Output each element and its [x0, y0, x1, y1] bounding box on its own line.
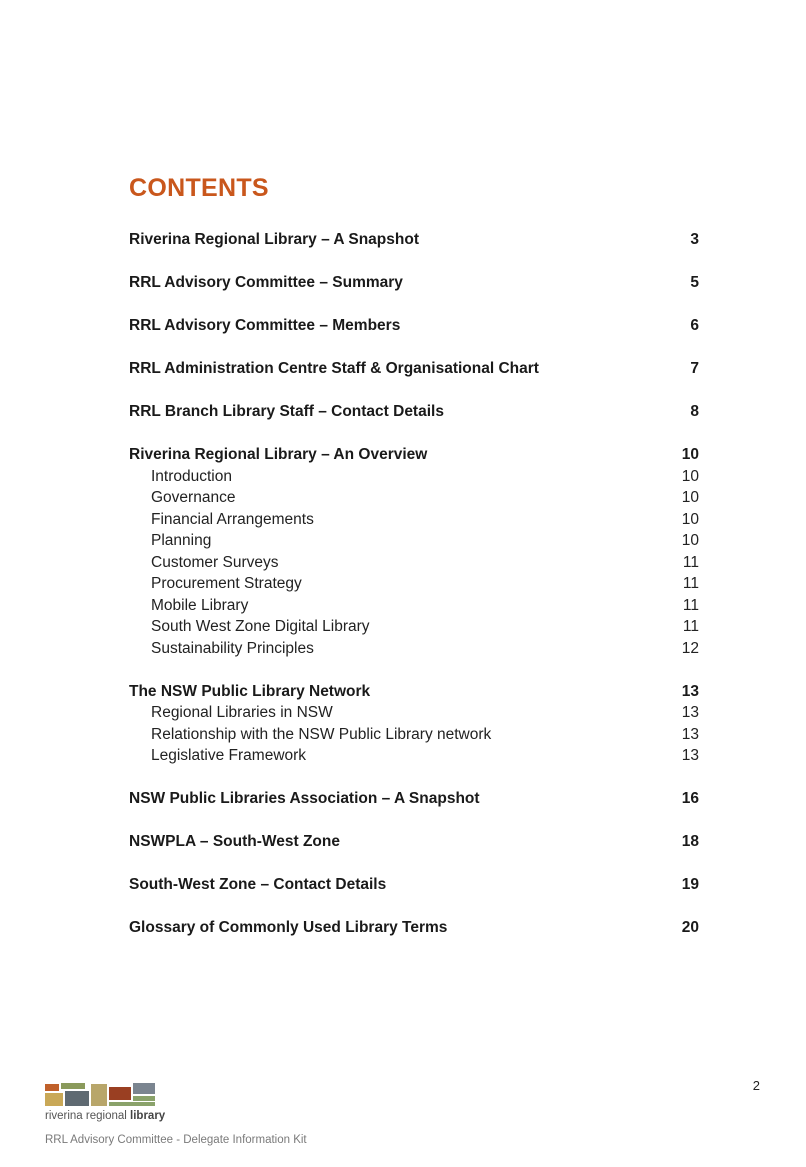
toc-entry[interactable]	[129, 444, 699, 466]
toc-subentry[interactable]	[129, 573, 699, 595]
logo-icon	[45, 1082, 157, 1113]
toc-subentry-title: Financial Arrangements	[151, 510, 314, 528]
toc-entry-title: RRL Advisory Committee – Members	[129, 317, 401, 334]
toc-entry-page: 7	[690, 360, 699, 377]
toc-entry-page: 3	[690, 231, 699, 248]
toc-entry-title: NSW Public Libraries Association – A Snapshot	[129, 790, 480, 807]
toc-section	[129, 681, 699, 767]
toc-entry[interactable]	[129, 358, 699, 380]
toc-subentry-page: 12	[681, 639, 699, 657]
toc-entry-title: Riverina Regional Library – An Overview	[129, 446, 428, 463]
toc-section	[129, 917, 699, 939]
table-of-contents	[129, 229, 699, 960]
logo-text-regular: riverina regional	[45, 1110, 127, 1122]
toc-subentry-title: Procurement Strategy	[151, 575, 302, 592]
toc-entry-page: 13	[681, 682, 699, 700]
toc-subentry-title: South West Zone Digital Library	[151, 618, 370, 635]
toc-entry-page: 10	[681, 446, 699, 463]
toc-entry-title: NSWPLA – South-West Zone	[129, 833, 340, 850]
toc-entry-page: 18	[681, 833, 699, 850]
toc-subentry-page: 11	[682, 575, 699, 592]
toc-entry[interactable]	[129, 917, 699, 939]
toc-subentry-page: 11	[682, 618, 699, 635]
toc-entry[interactable]	[129, 229, 699, 251]
toc-entry[interactable]	[129, 401, 699, 423]
toc-subentry-page: 10	[681, 467, 699, 485]
toc-section	[129, 229, 699, 251]
toc-subentry-page: 10	[681, 510, 699, 528]
toc-entry-page: 8	[690, 403, 699, 420]
toc-subentry-title: Mobile Library	[151, 596, 249, 614]
toc-subentry[interactable]	[129, 552, 699, 574]
toc-subentry[interactable]	[129, 616, 699, 638]
toc-section	[129, 831, 699, 853]
toc-subentry-title: Regional Libraries in NSW	[151, 704, 333, 721]
toc-entry[interactable]	[129, 315, 699, 337]
toc-entry-page: 19	[681, 876, 699, 893]
toc-subentry-title: Legislative Framework	[151, 747, 307, 764]
toc-subentry-title: Relationship with the NSW Public Library network	[151, 725, 492, 743]
toc-subentry[interactable]	[129, 487, 699, 509]
toc-entry[interactable]	[129, 874, 699, 896]
toc-entry-page: 5	[690, 274, 699, 291]
toc-entry-page: 6	[690, 317, 699, 334]
toc-subentry-page: 13	[681, 747, 699, 764]
toc-entry-title: RRL Branch Library Staff – Contact Details	[129, 403, 444, 420]
toc-entry[interactable]	[129, 788, 699, 810]
page-title: CONTENTS	[129, 174, 269, 202]
toc-section	[129, 874, 699, 896]
toc-entry-title: Riverina Regional Library – A Snapshot	[129, 231, 419, 248]
toc-subentry[interactable]	[129, 724, 699, 746]
toc-subentry-title: Introduction	[151, 467, 232, 485]
toc-subentry[interactable]	[129, 509, 699, 531]
toc-entry-title: Glossary of Commonly Used Library Terms	[129, 919, 448, 936]
logo-text	[45, 1110, 165, 1122]
toc-subentry-title: Governance	[151, 489, 236, 506]
toc-section	[129, 272, 699, 294]
toc-subentry-page: 13	[681, 704, 699, 721]
toc-subentry-page: 11	[682, 596, 699, 614]
toc-subentry-title: Planning	[151, 532, 212, 549]
toc-entry[interactable]	[129, 831, 699, 853]
toc-subentry-page: 11	[682, 553, 699, 571]
toc-entry-page: 20	[681, 919, 699, 936]
toc-subentry-page: 10	[681, 489, 699, 506]
toc-entry[interactable]	[129, 272, 699, 294]
toc-section	[129, 358, 699, 380]
toc-subentry[interactable]	[129, 466, 699, 488]
toc-subentry-title: Customer Surveys	[151, 553, 279, 571]
toc-entry-title: RRL Advisory Committee – Summary	[129, 274, 403, 291]
footer-text: RRL Advisory Committee - Delegate Information Kit	[45, 1134, 307, 1146]
toc-entry-page: 16	[681, 790, 699, 807]
toc-entry-title: RRL Administration Centre Staff & Organisational Chart	[129, 360, 539, 377]
toc-subentry[interactable]	[129, 702, 699, 724]
toc-subentry[interactable]	[129, 638, 699, 660]
toc-section	[129, 788, 699, 810]
toc-entry-title: The NSW Public Library Network	[129, 682, 371, 700]
toc-subentry[interactable]	[129, 595, 699, 617]
toc-entry-title: South-West Zone – Contact Details	[129, 876, 387, 893]
toc-subentry[interactable]	[129, 530, 699, 552]
toc-subentry-title: Sustainability Principles	[151, 639, 314, 657]
toc-subentry[interactable]	[129, 745, 699, 767]
toc-subentry-page: 10	[681, 532, 699, 549]
toc-section	[129, 315, 699, 337]
toc-entry[interactable]	[129, 681, 699, 703]
toc-section	[129, 444, 699, 659]
logo-text-bold: library	[130, 1110, 166, 1122]
toc-subentry-page: 13	[681, 725, 699, 743]
page-number: 2	[752, 1078, 760, 1093]
toc-section	[129, 401, 699, 423]
